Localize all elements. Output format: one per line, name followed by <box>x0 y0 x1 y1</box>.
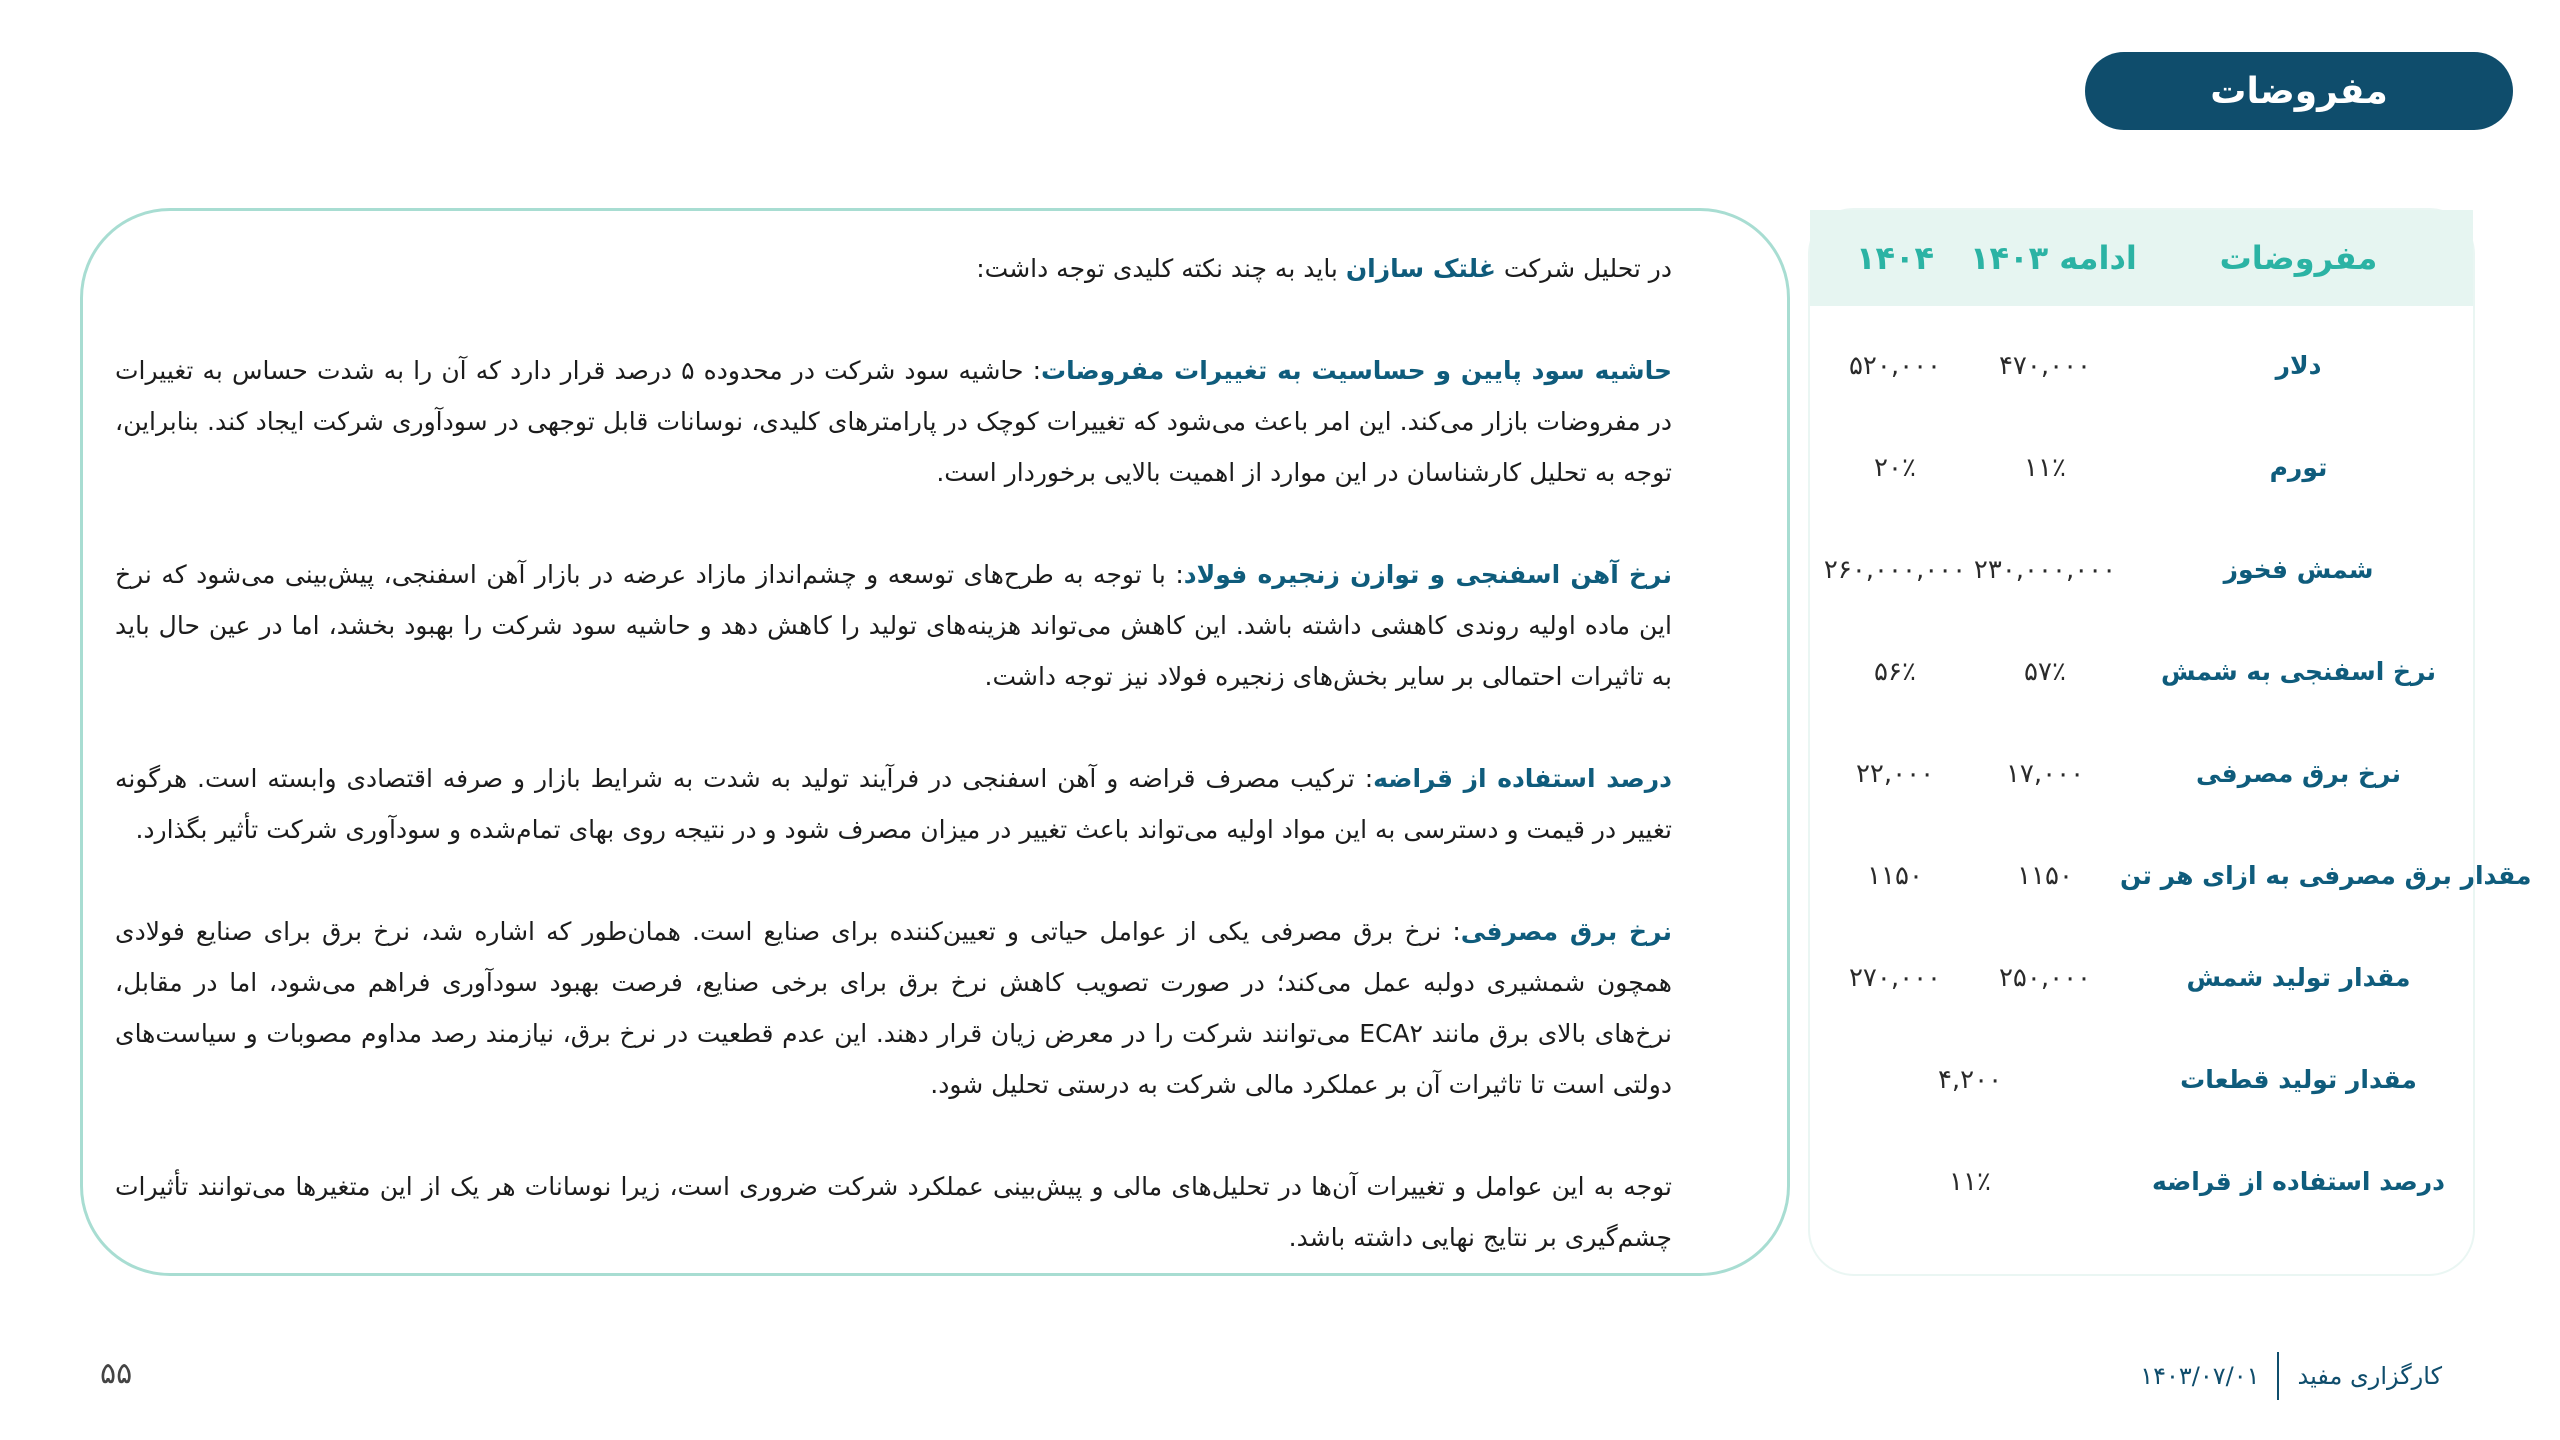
section-body: : ترکیب مصرف قراضه و آهن اسفنجی در فرآیند تولید به شدت به شرایط بازار و صرفه اقتصادی وابسته است. هرگونه تغییر در قیمت و دسترسی به این مواد اولیه می‌تواند باعث تغییر در میزان مصرف شود و در نتیجه روی بهای تمام‌شده و سودآوری شرکت تأثیر بگذارد. <box>115 764 1672 844</box>
intro-paragraph <box>115 243 1672 294</box>
table-row <box>1810 948 2473 1008</box>
section-heading: حاشیه سود پایین و حساسیت به تغییرات مفروضات <box>1041 356 1672 385</box>
row-value-1404: ۵۲۰,۰۰۰ <box>1848 351 1942 381</box>
footer-divider <box>2277 1352 2279 1400</box>
header-label: مفروضات <box>2219 239 2378 277</box>
row-value-1403: ۲۵۰,۰۰۰ <box>1998 963 2092 993</box>
row-label: مقدار برق مصرفی به ازای هر تن <box>2120 861 2532 890</box>
section-paragraph <box>115 753 1672 855</box>
row-value-1403: ۱۱۵۰ <box>2017 861 2073 891</box>
row-value-1403: ۴۷۰,۰۰۰ <box>1998 351 2092 381</box>
section-paragraph <box>115 345 1672 498</box>
section-paragraph <box>115 906 1672 1110</box>
intro-after: باید به چند نکته کلیدی توجه داشت: <box>976 254 1346 283</box>
footer-company: کارگزاری مفید <box>2297 1362 2442 1390</box>
section-body: : نرخ برق مصرفی یکی از عوامل حیاتی و تعیین‌کننده برای صنایع است. همان‌طور که اشاره شد، نرخ برق برای صنایع فولادی همچون شمشیری دولبه عمل می‌کند؛ در صورت تصویب کاهش نرخ برق برای برخی صنایع، فرصت بهبود سودآوری فراهم می‌شود، اما در مقابل، نرخ‌های بالای برق مانند ECA۲ می‌توانند شرکت را در معرض زیان قرار دهند. این عدم قطعیت در نرخ برق، نیازمند رصد مداوم مصوبات و سیاست‌های دولتی است تا تاثیرات آن بر عملکرد مالی شرکت به درستی تحلیل شود. <box>115 917 1672 1099</box>
row-value-1404: ۲۰٪ <box>1874 453 1916 483</box>
row-value-1403: ۲۳۰,۰۰۰,۰۰۰ <box>1973 555 2117 585</box>
table-row <box>1810 744 2473 804</box>
row-label: مقدار تولید شمش <box>2186 963 2411 992</box>
row-value-1403: ۱۱٪ <box>2024 453 2066 483</box>
row-label: دلار <box>2275 351 2322 380</box>
table-row <box>1810 336 2473 396</box>
table-row <box>1810 1152 2473 1212</box>
intro-before: در تحلیل شرکت <box>1495 254 1672 283</box>
footer-date: ۱۴۰۳/۰۷/۰۱ <box>2140 1362 2260 1390</box>
header-1404: ۱۴۰۴ <box>1855 239 1935 277</box>
row-value-merged: ۱۱٪ <box>1949 1167 1991 1197</box>
assumptions-table <box>1808 208 2532 1276</box>
analysis-text-panel <box>80 208 1790 1276</box>
section-paragraph <box>115 549 1672 702</box>
table-row <box>1810 846 2532 906</box>
section-body: : با توجه به طرح‌های توسعه و چشم‌انداز مازاد عرضه در بازار آهن اسفنجی، پیش‌بینی می‌شود که نرخ این ماده اولیه روندی کاهشی داشته باشد. این کاهش می‌تواند هزینه‌های تولید را کاهش دهد و حاشیه سود شرکت را بهبود بخشد، اما در عین حال باید به تاثیرات احتمالی بر سایر بخش‌های زنجیره فولاد نیز توجه داشت. <box>115 560 1672 691</box>
section-heading: نرخ آهن اسفنجی و توازن زنجیره فولاد <box>1183 560 1672 589</box>
row-label: شمش فخوز <box>2223 555 2374 584</box>
row-value-1404: ۲۲,۰۰۰ <box>1855 759 1935 789</box>
row-value-1404: ۱۱۵۰ <box>1867 861 1923 891</box>
row-value-1404: ۲۶۰,۰۰۰,۰۰۰ <box>1823 555 1967 585</box>
table-row <box>1810 438 2473 498</box>
conclusion-paragraph: توجه به این عوامل و تغییرات آن‌ها در تحلیل‌های مالی و پیش‌بینی عملکرد شرکت ضروری است، زیرا نوسانات هر یک از این متغیرها می‌توانند تأثیرات چشم‌گیری بر نتایج نهایی داشته باشد. <box>115 1172 1672 1252</box>
table-row <box>1810 1050 2473 1110</box>
footer-brand <box>2140 1352 2442 1400</box>
row-label: نرخ اسفنجی به شمش <box>2161 657 2436 686</box>
header-1403: ادامه ۱۴۰۳ <box>1970 239 2137 277</box>
row-label: مقدار تولید قطعات <box>2180 1065 2417 1094</box>
row-label: درصد استفاده از قراضه <box>2151 1167 2446 1196</box>
row-label: نرخ برق مصرفی <box>2196 759 2401 788</box>
row-value-1404: ۲۷۰,۰۰۰ <box>1848 963 1942 993</box>
row-label: تورم <box>2269 453 2328 482</box>
intro-company: غلتک سازان <box>1345 254 1496 283</box>
row-value-1403: ۱۷,۰۰۰ <box>2005 759 2085 789</box>
table-header <box>1810 210 2473 306</box>
row-value-1404: ۵۶٪ <box>1874 657 1916 687</box>
table-row <box>1810 540 2473 600</box>
row-value-1403: ۵۷٪ <box>2024 657 2066 687</box>
table-row <box>1810 642 2473 702</box>
row-value-merged: ۴,۲۰۰ <box>1937 1065 2003 1095</box>
page-title: مفروضات <box>2085 52 2513 130</box>
section-heading: نرخ برق مصرفی <box>1460 917 1673 946</box>
page-number: ۵۵ <box>100 1356 133 1391</box>
section-heading: درصد استفاده از قراضه <box>1373 764 1673 793</box>
section-body: : حاشیه سود شرکت در محدوده ۵ درصد قرار دارد که آن را به شدت حساس به تغییرات در مفروضات بازار می‌کند. این امر باعث می‌شود که تغییرات کوچک در پارامترهای کلیدی، نوسانات قابل توجهی در سودآوری شرکت ایجاد کند. بنابراین، توجه به تحلیل کارشناسان در این موارد از اهمیت بالایی برخوردار است. <box>115 356 1672 487</box>
